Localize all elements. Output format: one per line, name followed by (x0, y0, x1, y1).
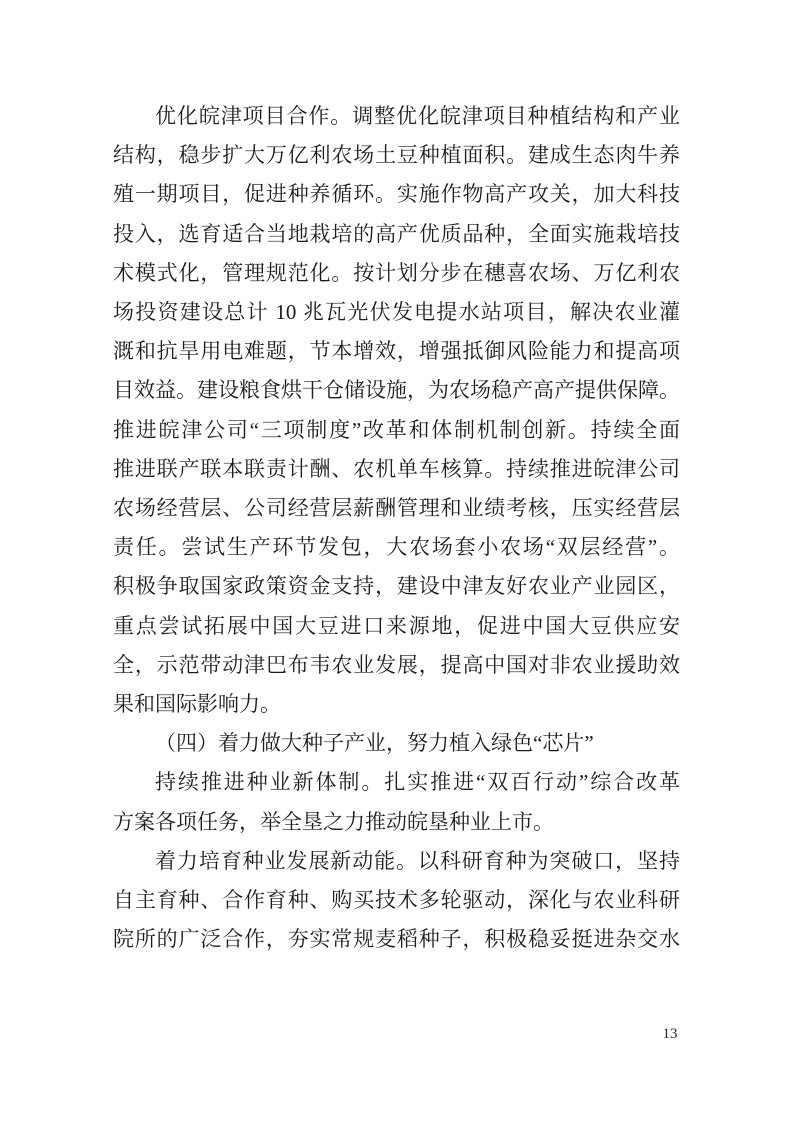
text-line: 积极争取国家政策资金支持，建设中津友好农业产业园区， (113, 574, 680, 599)
document-body (113, 97, 680, 959)
text-line: 投入，选育适合当地栽培的高产优质品种，全面实施栽培技 (113, 221, 680, 246)
text-line: 全，示范带动津巴布韦农业发展，提高中国对非农业援助效 (113, 652, 680, 677)
text-line: 推进皖津公司“三项制度”改革和体制机制创新。持续全面 (113, 417, 680, 442)
text-line: 责任。尝试生产环节发包，大农场套小农场“双层经营”。 (113, 535, 680, 560)
section-heading-line: （四）着力做大种子产业，努力植入绿色“芯片” (155, 731, 594, 756)
text-line: 结构，稳步扩大万亿利农场土豆种植面积。建成生态肉牛养 (113, 143, 680, 168)
text-line: 溉和抗旱用电难题，节本增效，增强抵御风险能力和提高项 (113, 339, 680, 364)
text-line: 院所的广泛合作，夯实常规麦稻种子，积极稳妥挺进杂交水 (113, 927, 680, 952)
text-line: 持续推进种业新体制。扎实推进“双百行动”综合改革 (155, 770, 680, 795)
text-line: 场投资建设总计 10 兆瓦光伏发电提水站项目，解决农业灌 (113, 300, 680, 325)
text-line: 优化皖津项目合作。调整优化皖津项目种植结构和产业 (155, 104, 680, 128)
page-number: 13 (662, 1026, 678, 1042)
text-line: 方案各项任务，举全垦之力推动皖垦种业上市。 (113, 809, 554, 834)
text-line: 着力培育种业发展新动能。以科研育种为突破口，坚持 (155, 848, 680, 873)
text-line: 术模式化，管理规范化。按计划分步在穗喜农场、万亿利农 (113, 260, 680, 285)
text-line: 殖一期项目，促进种养循环。实施作物高产攻关，加大科技 (113, 182, 680, 207)
text-line: 果和国际影响力。 (113, 692, 281, 717)
text-line: 重点尝试拓展中国大豆进口来源地，促进中国大豆供应安 (113, 613, 680, 638)
text-line: 自主育种、合作育种、购买技术多轮驱动，深化与农业科研 (113, 888, 680, 913)
text-line: 推进联产联本联责计酬、农机单车核算。持续推进皖津公司 (113, 456, 680, 481)
text-line: 农场经营层、公司经营层薪酬管理和业绩考核，压实经营层 (113, 496, 680, 521)
text-line: 目效益。建设粮食烘干仓储设施，为农场稳产高产提供保障。 (113, 378, 680, 403)
